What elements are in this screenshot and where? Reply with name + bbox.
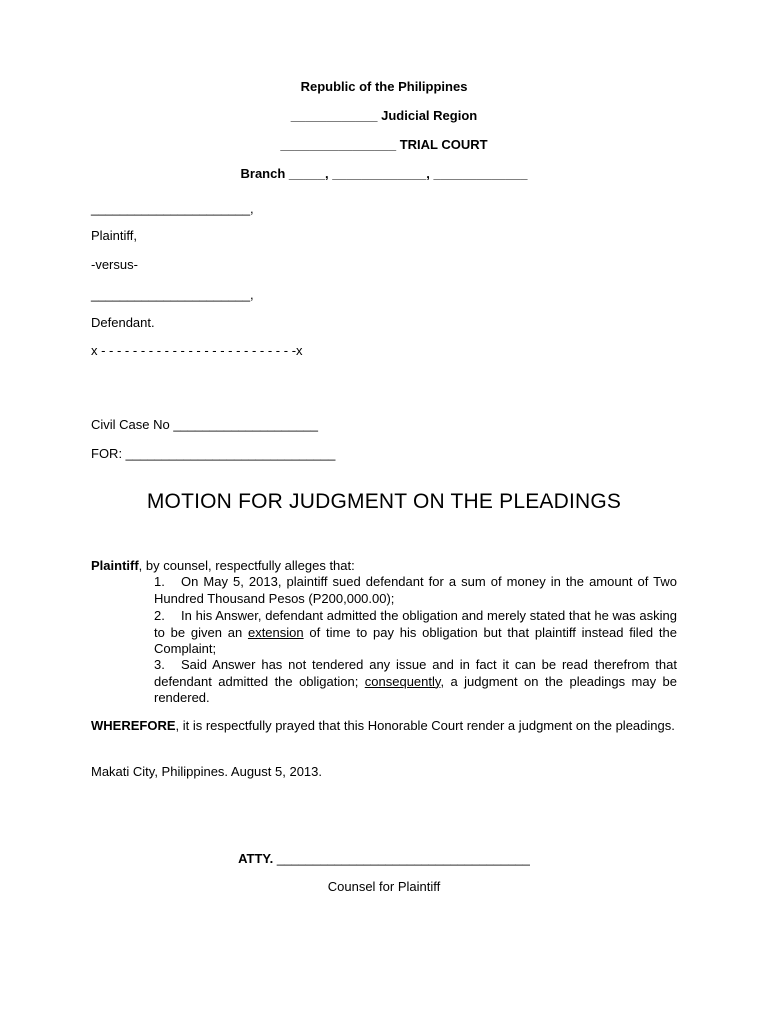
versus-label: -versus- [91, 257, 138, 272]
underlined-word: consequently [364, 673, 441, 689]
intro-text: , by counsel, respectfully alleges that: [138, 558, 355, 573]
allegation-item-1 [154, 574, 677, 607]
item-text: In his Answer, defendant admitted the obligation and merely stated that he was asking to be given an [154, 608, 677, 640]
civil-case-number: Civil Case No ____________________ [91, 417, 318, 432]
item-number: 1. [154, 574, 165, 589]
defendant-name-blank: ______________________, [91, 287, 254, 302]
atty-label: ATTY. [238, 851, 274, 866]
atty-name-blank: ___________________________________ [273, 851, 530, 866]
case-for-line: FOR: _____________________________ [91, 446, 336, 461]
plaintiff-label: Plaintiff, [91, 228, 138, 243]
wherefore-bold-word: WHEREFORE [91, 718, 176, 733]
attorney-signature-line [0, 851, 768, 867]
item-number: 2. [154, 608, 165, 623]
caption-court: ________________ TRIAL COURT [280, 137, 488, 152]
wherefore-text: , it is respectfully prayed that this Honorable Court render a judgment on the pleadings. [175, 718, 675, 733]
defendant-label: Defendant. [91, 315, 155, 330]
caption-separator: x - - - - - - - - - - - - - - - - - - - - - - - - -x [91, 343, 303, 358]
item-number: 3. [154, 657, 165, 672]
item-text: of time to pay his obligation but that plaintiff instead filed the Complaint; [154, 624, 677, 657]
caption-branch: Branch _____, _____________, _____________ [240, 166, 528, 181]
item-text: Said Answer has not tendered any issue and in fact it can be read therefrom that defendant admitted the obligation; [154, 657, 677, 689]
wherefore-paragraph [91, 718, 677, 735]
counsel-for-plaintiff: Counsel for Plaintiff [327, 879, 441, 894]
place-and-date: Makati City, Philippines. August 5, 2013. [91, 764, 322, 779]
item-text: , a judgment on the pleadings may be rendered. [154, 673, 678, 706]
underlined-word: extension [247, 624, 304, 640]
plaintiff-name-blank: ______________________, [91, 201, 254, 216]
intro-bold-word: Plaintiff [91, 558, 139, 573]
allegation-item-3 [154, 657, 677, 707]
caption-region: ____________ Judicial Region [290, 108, 478, 123]
intro-paragraph [91, 558, 355, 574]
caption-republic: Republic of the Philippines [300, 79, 468, 94]
allegation-item-2 [154, 608, 677, 658]
document-title: MOTION FOR JUDGMENT ON THE PLEADINGS [146, 490, 622, 513]
item-text: On May 5, 2013, plaintiff sued defendant for a sum of money in the amount of Two Hundred Thousand Pesos (P200,000.00); [154, 574, 677, 606]
